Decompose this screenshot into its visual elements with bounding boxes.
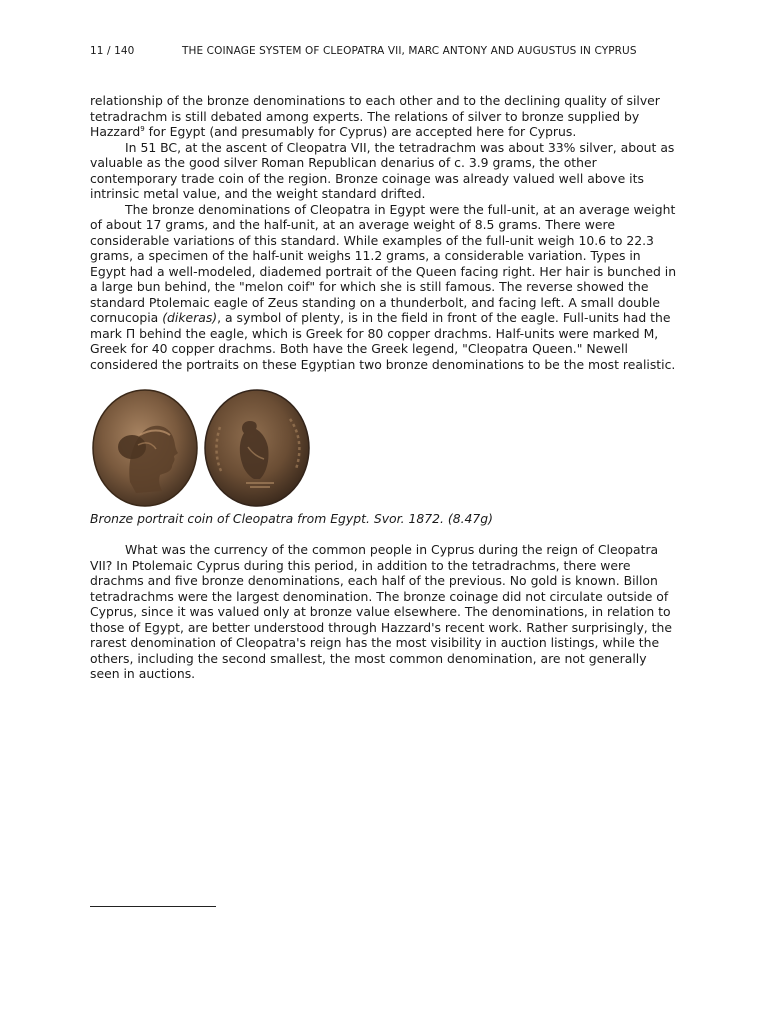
- paragraph-3-italic: (dikeras): [162, 310, 218, 325]
- footnote-reference[interactable]: 9: [140, 124, 145, 133]
- coin-obverse: [93, 390, 197, 506]
- paragraph-1: [90, 93, 680, 140]
- coin-reverse: [205, 390, 309, 506]
- page-number: 11 / 140: [90, 45, 135, 57]
- paragraph-3-text-a: The bronze denominations of Cleopatra in Egypt were the full-unit, at an average weight of about 17 grams, and the half-unit, at an average weight of 8.5 grams. There were considerable variations of this standard. While examples of the full-unit weigh 10.6 to 22.3 grams, a specimen of the half-unit weighs 11.2 grams, a considerable variation. Types in Egypt had a well-modeled, diademed portrait of the Queen facing right. Her hair is bunched in a large bun behind, the "melon coif" for which she is still famous. The reverse showed the standard Ptolemaic eagle of Zeus standing on a thunderbolt, and facing left. A small double cornucopia: [90, 201, 677, 325]
- figure-caption: Bronze portrait coin of Cleopatra from Egypt. Svor. 1872. (8.47g): [90, 511, 493, 526]
- paragraph-1-text-a: relationship of the bronze denominations to each other and to the declining quality of silver tetradrachm is still debated among experts. The relations of silver to bronze supplied by Hazzard: [90, 93, 660, 139]
- coin-image: [90, 387, 312, 509]
- running-title: THE COINAGE SYSTEM OF CLEOPATRA VII, MARC ANTONY AND AUGUSTUS IN CYPRUS: [182, 45, 637, 57]
- page-header: [90, 45, 690, 57]
- paragraph-1-text-b: for Egypt (and presumably for Cyprus) are accepted here for Cyprus.: [144, 124, 577, 139]
- body-text-upper: [90, 93, 680, 372]
- paragraph-2: In 51 BC, at the ascent of Cleopatra VII, the tetradrachm was about 33% silver, about as valuable as the good silver Roman Republican denarius of c. 3.9 grams, the other contemporary trade coin of the region. Bronze coinage was already valued well above its intrinsic metal value, and the weight standard drifted.: [90, 139, 675, 201]
- paragraph-3-text-b: , a symbol of plenty, is in the field in front of the eagle. Full-units had the mark Π behind the eagle, which is Greek for 80 copper drachms. Half-units were marked M, Greek for 40 copper drachms. Both have the Greek legend, "Cleopatra Queen." Newell considered the portraits on these Egyptian two bronze denominations to be the most realistic.: [90, 310, 676, 372]
- footnote-separator: [90, 906, 216, 907]
- paragraph-3: [90, 202, 680, 373]
- body-text-lower: [90, 542, 680, 682]
- paragraph-4: What was the currency of the common people in Cyprus during the reign of Cleopatra VII? In Ptolemaic Cyprus during this period, in addition to the tetradrachms, there were drachms and five bronze denominations, each half of the previous. No gold is known. Billon tetradrachms were the largest denomination. The bronze coinage did not circulate outside of Cyprus, since it was valued only at bronze value elsewhere. The denominations, in relation to those of Egypt, are better understood through Hazzard's recent work. Rather surprisingly, the rarest denomination of Cleopatra's reign has the most visibility in auction listings, while the others, including the second smallest, the most common denomination, are not generally seen in auctions.: [90, 542, 672, 681]
